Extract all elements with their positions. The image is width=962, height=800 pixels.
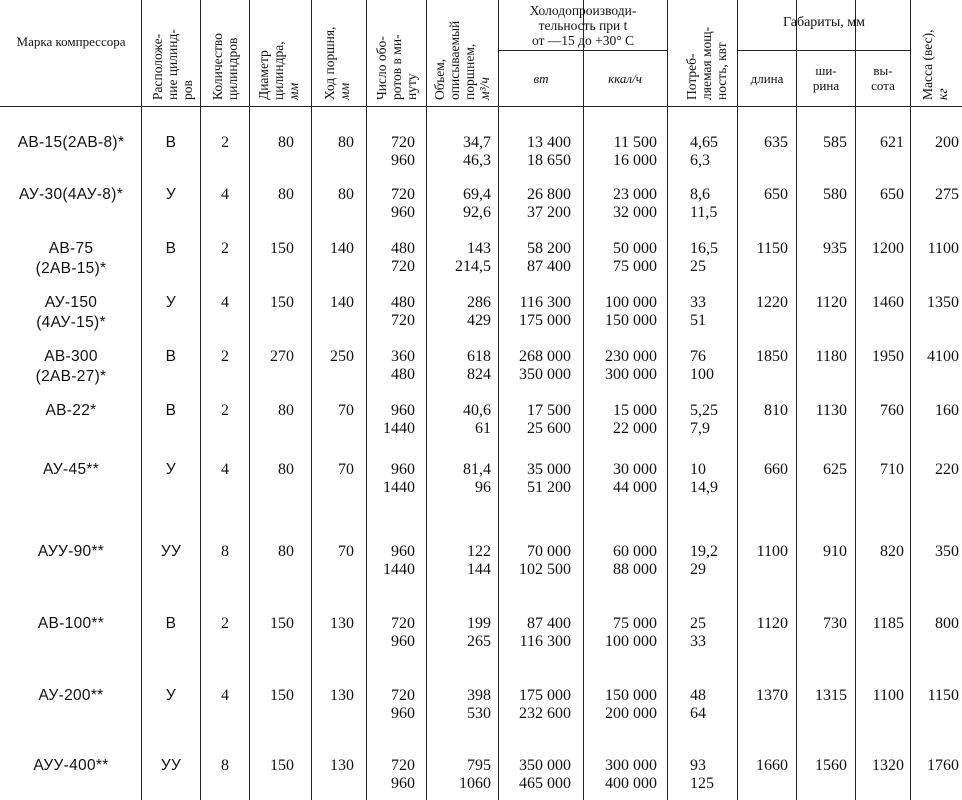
header-bottom-rule — [0, 106, 962, 107]
cell-cooling-w: 102 500 — [519, 561, 571, 578]
cell-length: 810 — [764, 402, 788, 419]
cell-power: 7,9 — [690, 420, 710, 437]
cell-volume: 1060 — [459, 775, 491, 792]
cell-diameter: 150 — [270, 240, 294, 257]
cell-power: 64 — [690, 705, 706, 722]
cell-cooling-w: 25 600 — [527, 420, 571, 437]
cell-arrangement: В — [165, 134, 177, 151]
column-rule — [737, 0, 738, 800]
cell-cooling-kcal: 100 000 — [605, 633, 657, 650]
cell-brand: АВ-300 — [44, 348, 98, 365]
cell-rpm: 1440 — [383, 420, 415, 437]
cell-brand: (2АВ-15)* — [35, 260, 107, 277]
header-power: Потреб- ляемая мощ- ность, квт — [684, 26, 729, 100]
column-rule — [311, 0, 312, 800]
cell-cyl-count: 4 — [221, 461, 229, 478]
cell-power: 19,2 — [690, 543, 718, 560]
cell-brand: АВ-100** — [37, 615, 105, 632]
header-cooling-kcal: ккал/ч — [608, 71, 642, 86]
cell-brand: АУУ-90** — [37, 543, 105, 560]
cell-volume: 34,7 — [463, 134, 491, 151]
cell-cooling-kcal: 400 000 — [605, 775, 657, 792]
cell-power: 33 — [690, 294, 706, 311]
cell-rpm: 960 — [391, 152, 415, 169]
subheader-rule — [498, 50, 667, 51]
cell-power: 100 — [690, 366, 714, 383]
cell-volume: 265 — [467, 633, 491, 650]
cell-cooling-w: 37 200 — [527, 204, 571, 221]
cell-cooling-kcal: 15 000 — [613, 402, 657, 419]
cell-height: 820 — [880, 543, 904, 560]
cell-cooling-w: 70 000 — [527, 543, 571, 560]
header-length: длина — [750, 71, 784, 86]
cell-width: 1315 — [815, 687, 847, 704]
cell-height: 1100 — [872, 687, 904, 704]
cell-power: 33 — [690, 633, 706, 650]
cell-power: 25 — [690, 258, 706, 275]
cell-cooling-w: 268 000 — [519, 348, 571, 365]
cell-mass: 275 — [935, 186, 959, 203]
cell-cooling-w: 18 650 — [527, 152, 571, 169]
cell-power: 16,5 — [690, 240, 718, 257]
cell-mass: 1350 — [927, 294, 959, 311]
cell-cooling-kcal: 11 500 — [613, 134, 657, 151]
cell-cooling-kcal: 22 000 — [613, 420, 657, 437]
cell-brand: АУУ-400** — [33, 757, 109, 774]
cell-power: 4,65 — [690, 134, 718, 151]
cell-cooling-w: 116 300 — [519, 633, 571, 650]
cell-power: 48 — [690, 687, 706, 704]
cell-rpm: 1440 — [383, 479, 415, 496]
cell-cooling-w: 465 000 — [519, 775, 571, 792]
cell-cooling-w: 58 200 — [527, 240, 571, 257]
cell-power: 10 — [690, 461, 706, 478]
header-cooling-w: вт — [533, 71, 549, 86]
cell-cooling-kcal: 32 000 — [613, 204, 657, 221]
cell-length: 1370 — [756, 687, 788, 704]
cell-height: 1460 — [872, 294, 904, 311]
cell-power: 29 — [690, 561, 706, 578]
cell-height: 621 — [880, 134, 904, 151]
header-height: вы- сота — [871, 63, 895, 93]
cell-stroke: 80 — [338, 134, 354, 151]
cell-width: 585 — [823, 134, 847, 151]
cell-height: 650 — [880, 186, 904, 203]
header-cooling-group: Холодопроизводи- тельность при t от —15 до +30° С — [529, 3, 637, 48]
cell-arrangement: В — [165, 240, 177, 257]
cell-stroke: 70 — [338, 461, 354, 478]
column-rule — [249, 0, 250, 800]
cell-power: 25 — [690, 615, 706, 632]
cell-width: 625 — [823, 461, 847, 478]
cell-cooling-w: 116 300 — [519, 294, 571, 311]
cell-power: 93 — [690, 757, 706, 774]
cell-volume: 398 — [467, 687, 491, 704]
cell-cooling-w: 175 000 — [519, 312, 571, 329]
cell-diameter: 80 — [278, 461, 294, 478]
cell-mass: 220 — [935, 461, 959, 478]
cell-mass: 200 — [935, 134, 959, 151]
cell-power: 6,3 — [690, 152, 710, 169]
cell-cooling-kcal: 50 000 — [613, 240, 657, 257]
cell-cooling-kcal: 300 000 — [605, 757, 657, 774]
cell-length: 1660 — [756, 757, 788, 774]
cell-volume: 69,4 — [463, 186, 491, 203]
cell-arrangement: У — [165, 294, 177, 311]
cell-length: 1100 — [756, 543, 788, 560]
cell-cyl-count: 2 — [221, 240, 229, 257]
cell-width: 1120 — [815, 294, 847, 311]
cell-length: 1120 — [756, 615, 788, 632]
cell-volume: 824 — [467, 366, 491, 383]
cell-brand: АВ-15(2АВ-8)* — [17, 134, 125, 151]
header-cyl-diameter: Диаметр цилиндра, мм — [256, 41, 301, 100]
cell-mass: 4100 — [927, 348, 959, 365]
cell-cooling-kcal: 75 000 — [613, 615, 657, 632]
cell-width: 935 — [823, 240, 847, 257]
cell-diameter: 80 — [278, 402, 294, 419]
cell-power: 5,25 — [690, 402, 718, 419]
cell-brand: АУ-150 — [44, 294, 98, 311]
header-cyl-count: Количество цилиндров — [210, 33, 240, 100]
header-piston-stroke: Ход поршня, мм — [322, 26, 352, 100]
header-rpm: Число обо- ротов в ми- нуту — [374, 34, 419, 100]
cell-cooling-w: 17 500 — [527, 402, 571, 419]
cell-power: 8,6 — [690, 186, 710, 203]
cell-volume: 40,6 — [463, 402, 491, 419]
cell-stroke: 140 — [330, 240, 354, 257]
cell-arrangement: В — [165, 348, 177, 365]
column-rule — [141, 0, 142, 800]
cell-mass: 1760 — [927, 757, 959, 774]
cell-cooling-w: 51 200 — [527, 479, 571, 496]
cell-length: 660 — [764, 461, 788, 478]
column-rule — [498, 0, 499, 800]
cell-rpm: 720 — [391, 258, 415, 275]
cell-brand: (2АВ-27)* — [35, 368, 107, 385]
cell-cooling-kcal: 150 000 — [605, 312, 657, 329]
cell-diameter: 80 — [278, 186, 294, 203]
cell-cyl-count: 8 — [221, 543, 229, 560]
cell-arrangement: У — [165, 687, 177, 704]
cell-diameter: 150 — [270, 687, 294, 704]
cell-mass: 1150 — [927, 687, 959, 704]
cell-cooling-w: 232 600 — [519, 705, 571, 722]
cell-volume: 46,3 — [463, 152, 491, 169]
cell-rpm: 960 — [391, 461, 415, 478]
cell-arrangement: В — [165, 615, 177, 632]
cell-power: 125 — [690, 775, 714, 792]
cell-volume: 96 — [475, 479, 491, 496]
cell-rpm: 960 — [391, 402, 415, 419]
cell-brand: АУ-30(4АУ-8)* — [18, 186, 124, 203]
cell-cyl-count: 2 — [221, 348, 229, 365]
cell-brand: АУ-45** — [42, 461, 100, 478]
cell-cooling-kcal: 88 000 — [613, 561, 657, 578]
cell-diameter: 80 — [278, 543, 294, 560]
cell-width: 1130 — [815, 402, 847, 419]
cell-height: 710 — [880, 461, 904, 478]
cell-volume: 214,5 — [455, 258, 491, 275]
cell-arrangement: УУ — [160, 757, 182, 774]
column-rule — [667, 0, 668, 800]
cell-cooling-kcal: 44 000 — [613, 479, 657, 496]
header-mass: Масса (вес), кг — [920, 29, 950, 100]
cell-diameter: 270 — [270, 348, 294, 365]
cell-mass: 800 — [935, 615, 959, 632]
cell-cooling-w: 87 400 — [527, 258, 571, 275]
cell-cyl-count: 4 — [221, 294, 229, 311]
cell-cooling-kcal: 75 000 — [613, 258, 657, 275]
cell-length: 635 — [764, 134, 788, 151]
cell-rpm: 360 — [391, 348, 415, 365]
cell-mass: 350 — [935, 543, 959, 560]
cell-rpm: 720 — [391, 615, 415, 632]
column-rule — [855, 0, 856, 800]
cell-height: 1185 — [872, 615, 904, 632]
cell-rpm: 960 — [391, 633, 415, 650]
cell-rpm: 480 — [391, 240, 415, 257]
cell-stroke: 80 — [338, 186, 354, 203]
cell-length: 650 — [764, 186, 788, 203]
cell-volume: 618 — [467, 348, 491, 365]
cell-mass: 1100 — [927, 240, 959, 257]
cell-cyl-count: 4 — [221, 186, 229, 203]
cell-cooling-kcal: 150 000 — [605, 687, 657, 704]
cell-rpm: 720 — [391, 186, 415, 203]
cell-brand: (4АУ-15)* — [36, 314, 106, 331]
cell-diameter: 80 — [278, 134, 294, 151]
cell-width: 730 — [823, 615, 847, 632]
column-rule — [910, 0, 911, 800]
cell-rpm: 720 — [391, 757, 415, 774]
cell-brand: АУ-200** — [38, 687, 104, 704]
cell-length: 1850 — [756, 348, 788, 365]
cell-rpm: 720 — [391, 134, 415, 151]
cell-cooling-w: 350 000 — [519, 757, 571, 774]
cell-cooling-w: 26 800 — [527, 186, 571, 203]
cell-power: 14,9 — [690, 479, 718, 496]
cell-brand: АВ-75 — [48, 240, 94, 257]
cell-rpm: 960 — [391, 705, 415, 722]
cell-arrangement: В — [165, 402, 177, 419]
cell-cooling-kcal: 16 000 — [613, 152, 657, 169]
cell-arrangement: У — [165, 461, 177, 478]
cell-rpm: 960 — [391, 775, 415, 792]
cell-height: 1320 — [872, 757, 904, 774]
cell-cooling-w: 175 000 — [519, 687, 571, 704]
cell-volume: 199 — [467, 615, 491, 632]
column-rule — [200, 0, 201, 800]
cell-stroke: 140 — [330, 294, 354, 311]
column-rule — [796, 0, 797, 800]
cell-stroke: 130 — [330, 757, 354, 774]
cell-cyl-count: 4 — [221, 687, 229, 704]
cell-cooling-w: 13 400 — [527, 134, 571, 151]
cell-length: 1150 — [756, 240, 788, 257]
cell-width: 910 — [823, 543, 847, 560]
column-rule — [583, 0, 584, 800]
cell-volume: 143 — [467, 240, 491, 257]
cell-cyl-count: 2 — [221, 134, 229, 151]
cell-stroke: 130 — [330, 687, 354, 704]
cell-width: 1560 — [815, 757, 847, 774]
cell-stroke: 130 — [330, 615, 354, 632]
cell-rpm: 480 — [391, 366, 415, 383]
cell-cooling-kcal: 23 000 — [613, 186, 657, 203]
cell-cooling-kcal: 200 000 — [605, 705, 657, 722]
cell-height: 1950 — [872, 348, 904, 365]
cell-cooling-kcal: 30 000 — [613, 461, 657, 478]
cell-length: 1220 — [756, 294, 788, 311]
cell-volume: 92,6 — [463, 204, 491, 221]
cell-volume: 795 — [467, 757, 491, 774]
cell-cooling-kcal: 100 000 — [605, 294, 657, 311]
cell-diameter: 150 — [270, 757, 294, 774]
cell-diameter: 150 — [270, 294, 294, 311]
cell-stroke: 70 — [338, 543, 354, 560]
cell-cooling-w: 35 000 — [527, 461, 571, 478]
column-rule — [366, 0, 367, 800]
cell-cyl-count: 2 — [221, 402, 229, 419]
cell-rpm: 1440 — [383, 561, 415, 578]
cell-volume: 144 — [467, 561, 491, 578]
cell-width: 1180 — [815, 348, 847, 365]
cell-rpm: 960 — [391, 543, 415, 560]
cell-power: 11,5 — [690, 204, 718, 221]
cell-cooling-w: 350 000 — [519, 366, 571, 383]
cell-arrangement: УУ — [160, 543, 182, 560]
cell-mass: 160 — [935, 402, 959, 419]
cell-cyl-count: 2 — [221, 615, 229, 632]
cell-volume: 530 — [467, 705, 491, 722]
cell-height: 760 — [880, 402, 904, 419]
cell-stroke: 70 — [338, 402, 354, 419]
cell-stroke: 250 — [330, 348, 354, 365]
cell-rpm: 720 — [391, 312, 415, 329]
cell-volume: 429 — [467, 312, 491, 329]
header-dims-group: Габариты, мм — [782, 15, 866, 30]
header-brand: Марка компрессора — [16, 34, 126, 49]
cell-power: 51 — [690, 312, 706, 329]
cell-rpm: 720 — [391, 687, 415, 704]
cell-cooling-w: 87 400 — [527, 615, 571, 632]
cell-cooling-kcal: 230 000 — [605, 348, 657, 365]
cell-power: 76 — [690, 348, 706, 365]
cell-volume: 61 — [475, 420, 491, 437]
cell-height: 1200 — [872, 240, 904, 257]
header-volume: Объем, описываемый поршнем, м³/ч — [432, 20, 492, 100]
cell-cooling-kcal: 60 000 — [613, 543, 657, 560]
cell-rpm: 960 — [391, 204, 415, 221]
cell-volume: 81,4 — [463, 461, 491, 478]
header-cyl-arrangement: Расположе- ние цилинд- ров — [150, 29, 195, 100]
cell-volume: 122 — [467, 543, 491, 560]
cell-cyl-count: 8 — [221, 757, 229, 774]
subheader-rule — [737, 50, 910, 51]
cell-arrangement: У — [165, 186, 177, 203]
column-rule — [426, 0, 427, 800]
cell-rpm: 480 — [391, 294, 415, 311]
header-width: ши- рина — [812, 63, 840, 93]
cell-diameter: 150 — [270, 615, 294, 632]
cell-volume: 286 — [467, 294, 491, 311]
cell-width: 580 — [823, 186, 847, 203]
cell-brand: АВ-22* — [45, 402, 97, 419]
cell-cooling-kcal: 300 000 — [605, 366, 657, 383]
